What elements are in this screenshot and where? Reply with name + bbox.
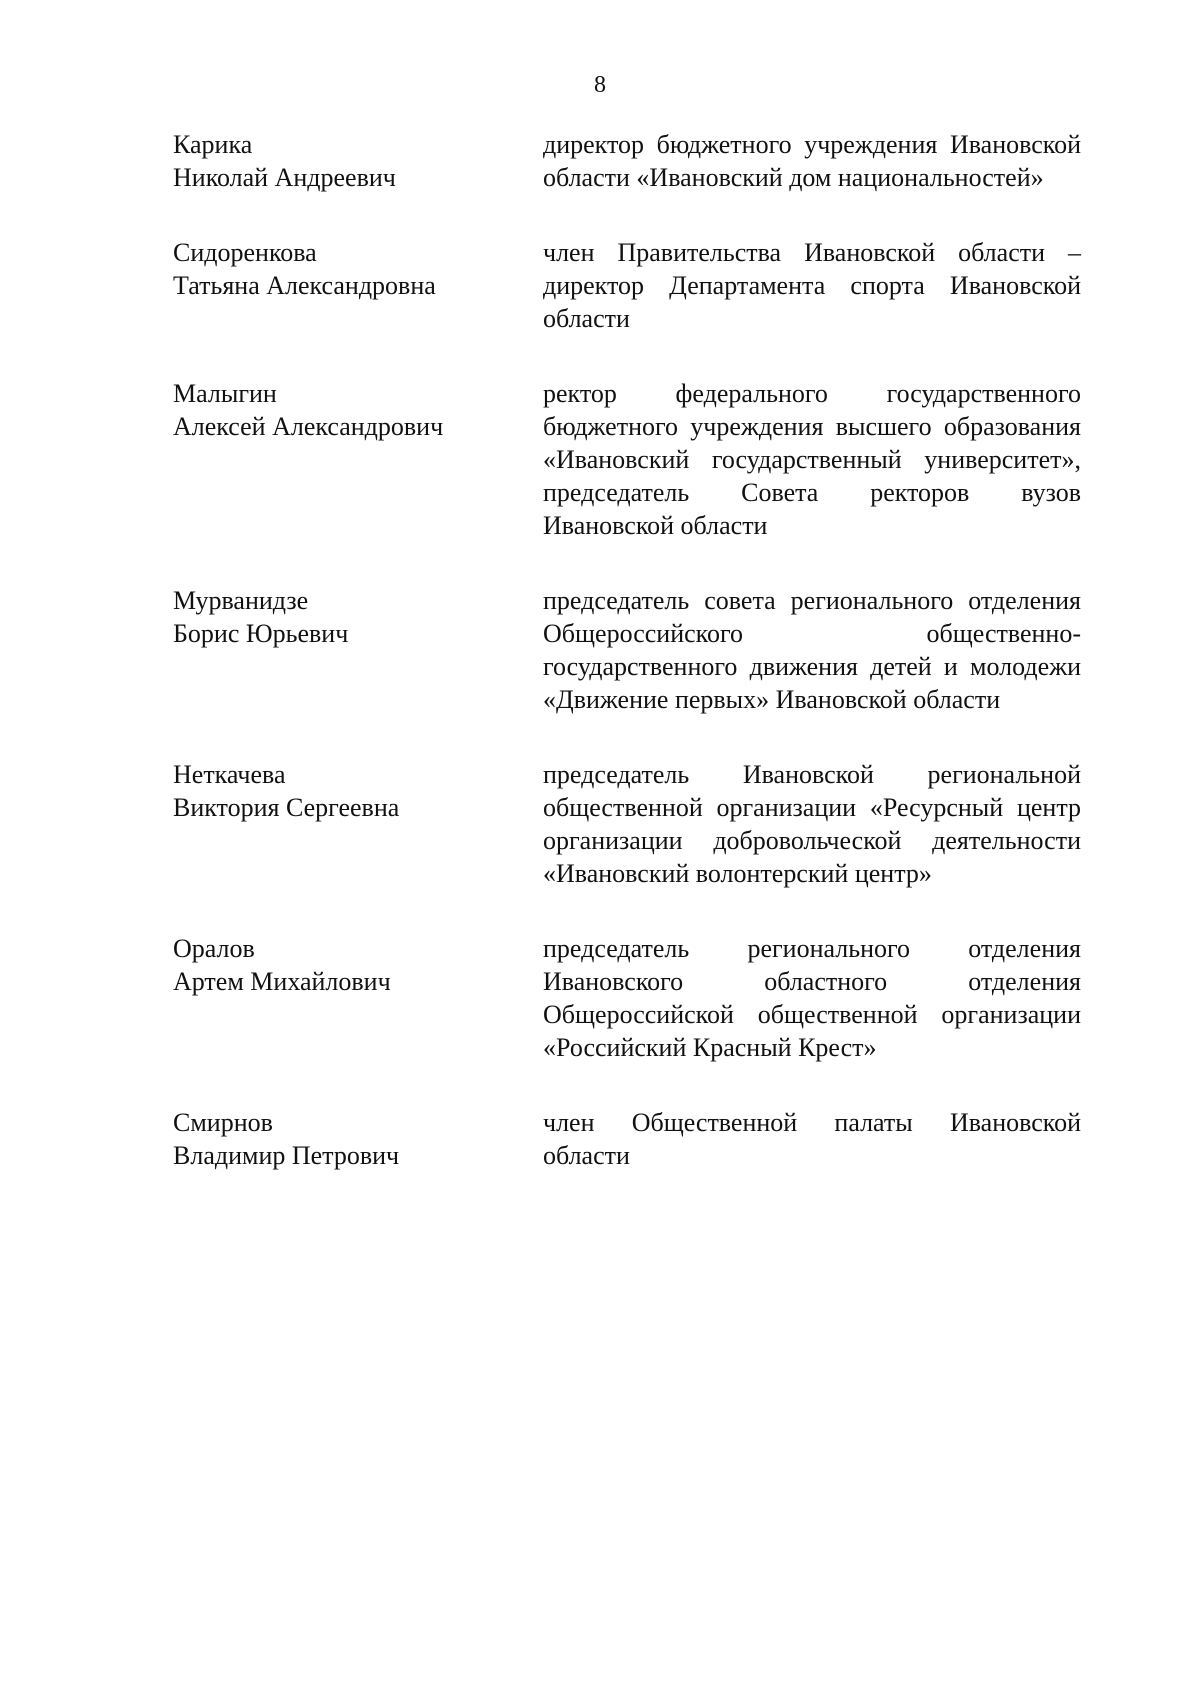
member-given-names: Владимир Петрович xyxy=(173,1141,400,1170)
member-entry xyxy=(0,1106,1200,1172)
member-surname: Оралов xyxy=(173,934,255,963)
member-surname: Сидоренкова xyxy=(173,238,317,267)
member-position: председатель Ивановской региональной общественной организации «Ресурсный центр организации добровольческой деятельности «Ивановский волонтерский центр» xyxy=(543,760,1081,888)
member-position: председатель совета регионального отделения Общероссийского общественно-государственного движения детей и молодежи «Движение первых» Ивановской области xyxy=(543,586,1081,714)
page-number: 8 xyxy=(594,72,606,98)
member-roster xyxy=(0,128,1200,1214)
member-given-names: Николай Андреевич xyxy=(173,163,396,192)
member-surname: Мурванидзе xyxy=(173,586,309,615)
member-name xyxy=(173,128,543,194)
member-entry xyxy=(0,236,1200,335)
member-entry xyxy=(0,128,1200,194)
member-name xyxy=(173,377,543,542)
member-position: член Правительства Ивановской области – директор Департамента спорта Ивановской области xyxy=(543,238,1081,333)
member-entry xyxy=(0,758,1200,890)
member-entry xyxy=(0,584,1200,716)
member-name xyxy=(173,758,543,890)
member-name xyxy=(173,932,543,1064)
member-name xyxy=(173,236,543,335)
member-surname: Карика xyxy=(173,130,253,159)
member-entry xyxy=(0,932,1200,1064)
member-entry xyxy=(0,377,1200,542)
member-surname: Малыгин xyxy=(173,379,277,408)
member-given-names: Борис Юрьевич xyxy=(173,619,349,648)
member-given-names: Виктория Сергеевна xyxy=(173,793,400,822)
member-position: ректор федерального государственного бюджетного учреждения высшего образования «Ивановский государственный университет», председатель Совета ректоров вузов Ивановской области xyxy=(543,379,1081,540)
member-position: председатель регионального отделения Ивановского областного отделения Общероссийской общественной организации «Российский Красный Крест» xyxy=(543,934,1081,1062)
member-given-names: Татьяна Александровна xyxy=(173,271,436,300)
member-given-names: Артем Михайлович xyxy=(173,967,391,996)
member-position: директор бюджетного учреждения Ивановской области «Ивановский дом национальностей» xyxy=(543,130,1081,192)
member-name xyxy=(173,1106,543,1172)
member-given-names: Алексей Александрович xyxy=(173,412,444,441)
member-name xyxy=(173,584,543,716)
member-surname: Смирнов xyxy=(173,1108,273,1137)
member-surname: Неткачева xyxy=(173,760,286,789)
member-position: член Общественной палаты Ивановской области xyxy=(543,1108,1081,1170)
